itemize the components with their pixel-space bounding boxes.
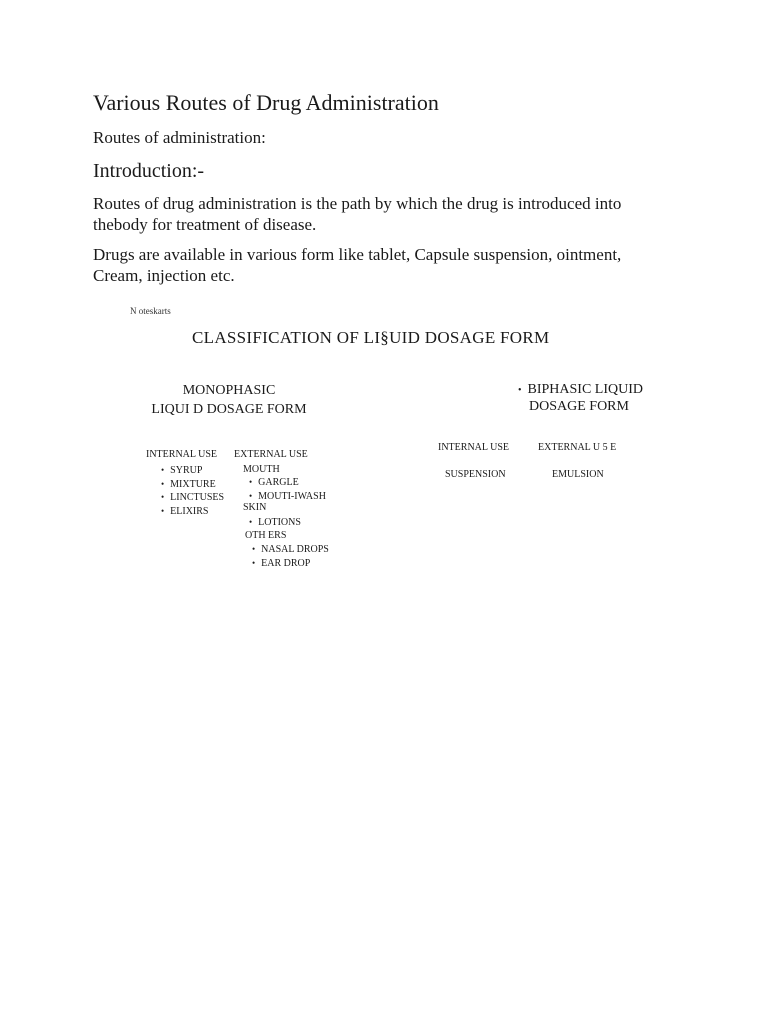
biphasic-heading-line1: BIPHASIC LIQUID <box>527 382 644 397</box>
bullet-icon: • <box>518 385 522 396</box>
monophasic-internal-label: INTERNAL USE <box>146 449 218 460</box>
emulsion-item: EMULSION <box>552 469 604 480</box>
biphasic-external-label: EXTERNAL U 5 E <box>538 442 617 453</box>
monophasic-external-label: EXTERNAL USE <box>234 449 308 460</box>
biphasic-internal-label: INTERNAL USE <box>438 442 510 453</box>
list-item: • EAR DROP <box>252 557 329 571</box>
intro-heading: Introduction:- <box>93 160 205 182</box>
document-title: Various Routes of Drug Administration <box>93 90 439 115</box>
watermark-text: N oteskarts <box>130 306 171 316</box>
monophasic-heading-line1: MONOPHASIC <box>182 383 276 398</box>
list-item: • MOUTI-IWASH <box>249 490 326 504</box>
suspension-item: SUSPENSION <box>445 469 506 480</box>
figure-title: CLASSIFICATION OF LI§UID DOSAGE FORM <box>192 328 550 347</box>
biphasic-heading-line2: DOSAGE FORM <box>529 399 629 414</box>
list-item: • LOTIONS <box>249 516 301 530</box>
list-item: • MIXTURE <box>161 478 224 492</box>
list-item: • LINCTUSES <box>161 491 224 505</box>
biphasic-heading <box>518 382 643 415</box>
forms-paragraph: Drugs are available in various form like tablet, Capsule suspension, ointment, Cream, injection etc. <box>93 245 622 285</box>
mouth-list <box>249 476 326 503</box>
intro-paragraph: Routes of drug administration is the path by which the drug is introduced into thebody for treatment of disease. <box>93 194 622 234</box>
skin-label: SKIN <box>243 502 267 513</box>
list-item: • SYRUP <box>161 464 224 478</box>
monophasic-heading <box>150 381 308 419</box>
document-subtitle: Routes of administration: <box>93 128 266 147</box>
others-list <box>252 543 329 570</box>
list-item: • NASAL DROPS <box>252 543 329 557</box>
others-label: OTH ERS <box>245 530 287 541</box>
list-item: • GARGLE <box>249 476 326 490</box>
skin-list <box>249 516 301 530</box>
mouth-label: MOUTH <box>243 464 280 475</box>
list-item: • ELIXIRS <box>161 505 224 519</box>
monophasic-internal-list <box>161 464 224 518</box>
monophasic-heading-line2: LIQUI D DOSAGE FORM <box>151 402 307 417</box>
